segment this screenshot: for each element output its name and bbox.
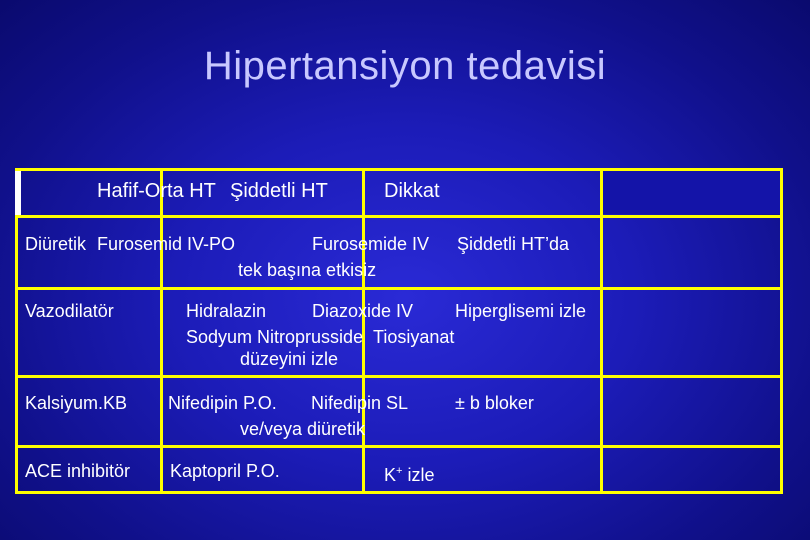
grid-line-top — [15, 168, 783, 171]
row4-mild: Kaptopril P.O. — [170, 461, 280, 481]
grid-line-row3-bottom — [15, 445, 783, 448]
grid-line-col1 — [160, 168, 163, 494]
grid-line-row2-bottom — [15, 375, 783, 378]
header-severe: Şiddetli HT — [230, 180, 328, 202]
row2-mild: Hidralazin — [186, 301, 267, 321]
row2-note-line1b: Tiosiyanat — [373, 327, 455, 347]
row2-note-line1: Sodyum Nitroprusside — [186, 327, 364, 347]
row3-severe: Nifedipin SL — [311, 393, 409, 413]
row4-drug: ACE inhibitör — [25, 461, 131, 481]
grid-line-row1-bottom — [15, 287, 783, 290]
grid-line-left — [15, 218, 18, 494]
row3-drug: Kalsiyum.KB — [25, 393, 128, 413]
row3-note: ve/veya diüretik — [240, 419, 366, 439]
row1-mild: Furosemid IV-PO — [97, 234, 236, 254]
row3-caution: ± b bloker — [455, 393, 534, 413]
row2-caution: Hiperglisemi izle — [455, 301, 587, 321]
row4-caution-rest: izle — [402, 465, 435, 485]
row1-caution: Şiddetli HT’da — [457, 234, 570, 254]
header-caution: Dikkat — [384, 180, 440, 202]
row1-drug: Diüretik — [25, 234, 87, 254]
row2-note-line2: düzeyini izle — [240, 349, 339, 369]
row4-caution-base: K — [384, 465, 397, 485]
header-empty-cell — [600, 170, 780, 214]
row2-severe: Diazoxide IV — [312, 301, 414, 321]
header-mild: Hafif-Orta HT — [97, 180, 216, 202]
row1-note: tek başına etkisiz — [238, 260, 377, 280]
header-left-border — [15, 170, 21, 218]
row1-severe: Furosemide IV — [312, 234, 430, 254]
row3-mild: Nifedipin P.O. — [168, 393, 277, 413]
grid-line-col3 — [600, 168, 603, 494]
row2-drug: Vazodilatör — [25, 301, 114, 321]
row4-caution — [384, 460, 434, 486]
grid-line-bottom — [15, 491, 783, 494]
grid-line-right — [780, 168, 783, 494]
grid-line-header-bottom — [15, 215, 783, 218]
page-title: Hipertansiyon tedavisi — [203, 44, 607, 88]
row4-caution-sup: + — [396, 465, 403, 477]
